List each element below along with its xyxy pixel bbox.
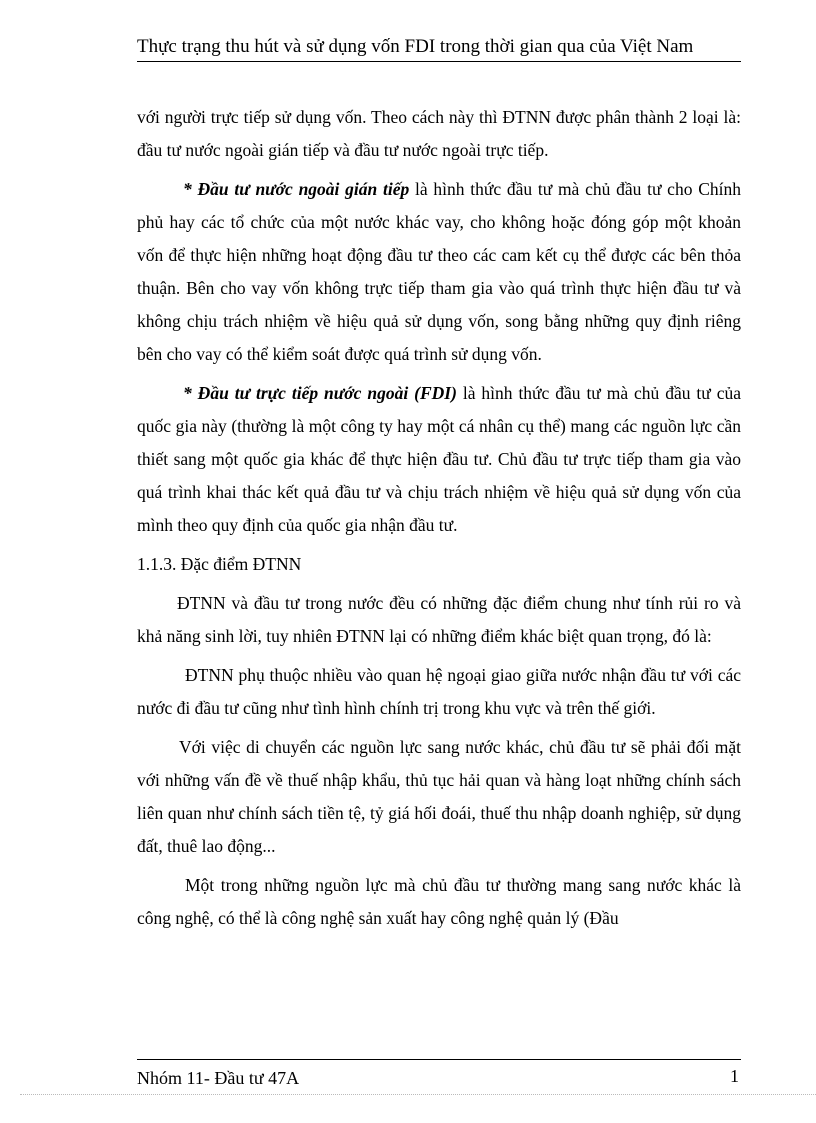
footer-divider bbox=[137, 1059, 741, 1060]
document-body bbox=[137, 101, 741, 935]
paragraph-text: là hình thức đầu tư mà chủ đầu tư cho Chính phủ hay các tổ chức của một nước khác vay, cho không hoặc đóng góp một khoản vốn để thực hiện những hoạt động đầu tư theo các cam kết cụ thể được các bên thỏa thuận. Bên cho vay vốn không trực tiếp tham gia vào quá trình thực hiện đầu tư và không chịu trách nhiệm về hiệu quả sử dụng vốn, song bằng những quy định riêng bên cho vay có thể kiểm soát được quá trình sử dụng vốn. bbox=[137, 179, 741, 364]
header-title: Thực trạng thu hút và sử dụng vốn FDI trong thời gian qua của Việt Nam bbox=[137, 36, 694, 57]
term-fdi: * Đầu tư trực tiếp nước ngoài (FDI) bbox=[183, 383, 457, 403]
footer-group-label: Nhóm 11- Đầu tư 47A bbox=[137, 1068, 300, 1088]
paragraph-indirect-investment bbox=[137, 173, 741, 371]
term-indirect-investment: * Đầu tư nước ngoài gián tiếp bbox=[183, 179, 410, 199]
paragraph: ĐTNN phụ thuộc nhiều vào quan hệ ngoại giao giữa nước nhận đầu tư với các nước đi đầu tư cũng như tình hình chính trị trong khu vực và trên thế giới. bbox=[137, 665, 741, 718]
paragraph: ĐTNN và đầu tư trong nước đều có những đặc điểm chung như tính rủi ro và khả năng sinh lời, tuy nhiên ĐTNN lại có những điểm khác biệt quan trọng, đó là: bbox=[137, 593, 741, 646]
paragraph-text: là hình thức đầu tư mà chủ đầu tư của quốc gia này (thường là một công ty hay một cá nhân cụ thể) mang các nguồn lực cần thiết sang một quốc gia khác để thực hiện đầu tư. Chủ đầu tư trực tiếp tham gia vào quá trình khai thác kết quả đầu tư và chịu trách nhiệm về hiệu quả sử dụng vốn của mình theo quy định của quốc gia nhận đầu tư. bbox=[137, 383, 741, 535]
section-heading: 1.1.3. Đặc điểm ĐTNN bbox=[137, 554, 302, 574]
paragraph: Với việc di chuyển các nguồn lực sang nước khác, chủ đầu tư sẽ phải đối mặt với những vấn đề về thuế nhập khẩu, thủ tục hải quan và hàng loạt những chính sách liên quan như chính sách tiền tệ, tỷ giá hối đoái, thuế thu nhập doanh nghiệp, sử dụng đất, thuê lao động... bbox=[137, 737, 741, 856]
page-number: 1 bbox=[730, 1066, 739, 1086]
paragraph-fdi bbox=[137, 377, 741, 542]
paragraph: Một trong những nguồn lực mà chủ đầu tư thường mang sang nước khác là công nghệ, có thể là công nghệ sản xuất hay công nghệ quản lý (Đầu bbox=[137, 875, 741, 928]
page-bottom-border bbox=[20, 1094, 816, 1095]
paragraph: với người trực tiếp sử dụng vốn. Theo cách này thì ĐTNN được phân thành 2 loại là: đầu tư nước ngoài gián tiếp và đầu tư nước ngoài trực tiếp. bbox=[137, 107, 741, 160]
page-header bbox=[137, 34, 741, 62]
